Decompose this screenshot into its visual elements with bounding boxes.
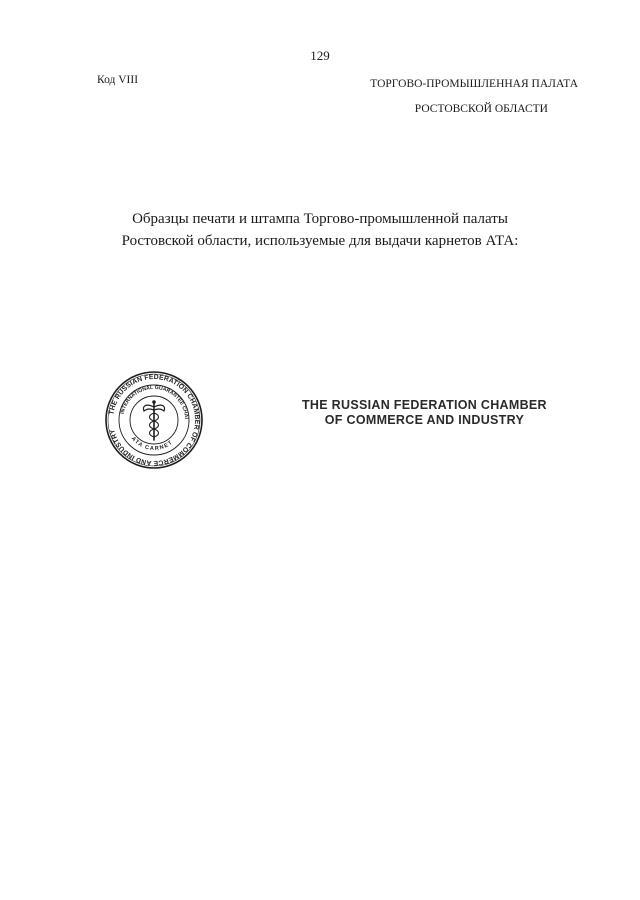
page-number: 129 (310, 48, 330, 63)
stamp-line1: THE RUSSIAN FEDERATION CHAMBER (302, 398, 547, 412)
organization-name (370, 72, 578, 122)
caduceus-icon (143, 400, 164, 440)
round-seal (104, 370, 204, 470)
heading-line1: Образцы печати и штампа Торгово-промышленной палаты (132, 211, 508, 227)
seal-outer-text: THE RUSSIAN FEDERATION CHAMBER OF COMMERCE AND INDUSTRY (108, 373, 201, 467)
organization-name-line2: РОСТОВСКОЙ ОБЛАСТИ (414, 103, 548, 115)
seal-bottom-text: ATA CARNET (129, 435, 175, 453)
seal-inner-text: INTERNATIONAL GUARANTEE CHAI (119, 384, 189, 420)
rectangular-stamp (302, 398, 547, 428)
document-heading (0, 208, 640, 252)
stamp-line2: OF COMMERCE AND INDUSTRY (324, 413, 525, 427)
document-code: Код VIII (97, 74, 139, 86)
heading-line2: Ростовской области, используемые для выдачи карнетов АТА: (121, 233, 519, 249)
organization-name-line1: ТОРГОВО-ПРОМЫШЛЕННАЯ ПАЛАТА (370, 78, 578, 90)
